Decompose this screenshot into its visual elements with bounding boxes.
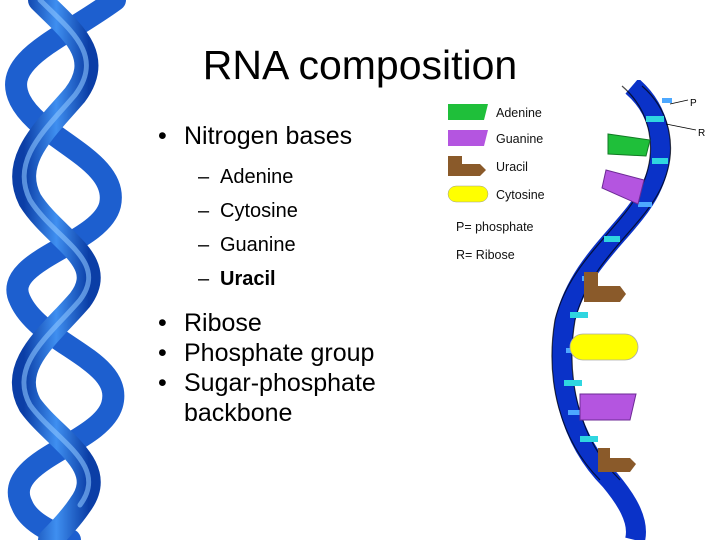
sub-item-text: Guanine bbox=[220, 234, 296, 256]
dna-helix-illustration bbox=[0, 0, 150, 540]
rna-strand-diagram bbox=[540, 80, 720, 540]
cytosine-swatch bbox=[448, 186, 488, 202]
slide-title: RNA composition bbox=[202, 42, 518, 88]
adenine-swatch bbox=[448, 104, 488, 120]
bullet-text: Nitrogen bases bbox=[184, 122, 353, 150]
sub-item-guanine: – Guanine bbox=[198, 228, 438, 262]
sub-item-adenine: – Adenine bbox=[198, 160, 438, 194]
cytosine-base bbox=[570, 334, 638, 360]
sub-item-text: Uracil bbox=[220, 268, 276, 290]
bullet-text: backbone bbox=[184, 399, 293, 427]
bullet-sugar-phosphate: • Sugar-phosphate bbox=[158, 369, 376, 397]
bullet-text: Sugar-phosphate bbox=[184, 369, 376, 397]
legend-cytosine: Cytosine bbox=[496, 188, 545, 202]
sub-item-uracil: – Uracil bbox=[198, 262, 438, 296]
legend-r-definition: R= Ribose bbox=[456, 248, 515, 262]
bullet-list bbox=[158, 120, 438, 428]
bullet-dot: • bbox=[158, 122, 167, 150]
legend-adenine: Adenine bbox=[496, 106, 542, 120]
bullet-text: Ribose bbox=[184, 309, 262, 337]
bullet-group-other bbox=[158, 308, 438, 428]
ribose-label: R bbox=[698, 128, 706, 139]
bullet-ribose: • Ribose bbox=[158, 309, 262, 337]
legend-p-definition: P= phosphate bbox=[456, 220, 534, 234]
sub-item-text: Adenine bbox=[220, 166, 294, 188]
legend-uracil: Uracil bbox=[496, 160, 528, 174]
uracil-swatch bbox=[448, 156, 486, 176]
bullet-backbone bbox=[158, 398, 438, 428]
sub-list-bases bbox=[198, 160, 438, 296]
guanine-base-2 bbox=[580, 394, 636, 420]
legend-guanine: Guanine bbox=[496, 132, 544, 146]
guanine-base bbox=[602, 170, 644, 204]
phosphate-label: P bbox=[690, 98, 697, 109]
bullet-nitrogen-bases bbox=[158, 120, 438, 152]
sub-item-cytosine: – Cytosine bbox=[198, 194, 438, 228]
uracil-base bbox=[584, 272, 626, 302]
guanine-swatch bbox=[448, 130, 488, 146]
sub-item-text: Cytosine bbox=[220, 200, 298, 222]
adenine-base bbox=[608, 134, 650, 156]
legend-swatches bbox=[440, 100, 500, 210]
uracil-base-2 bbox=[598, 448, 636, 472]
bullet-phosphate-group: • Phosphate group bbox=[158, 339, 375, 367]
bullet-text: Phosphate group bbox=[184, 339, 375, 367]
